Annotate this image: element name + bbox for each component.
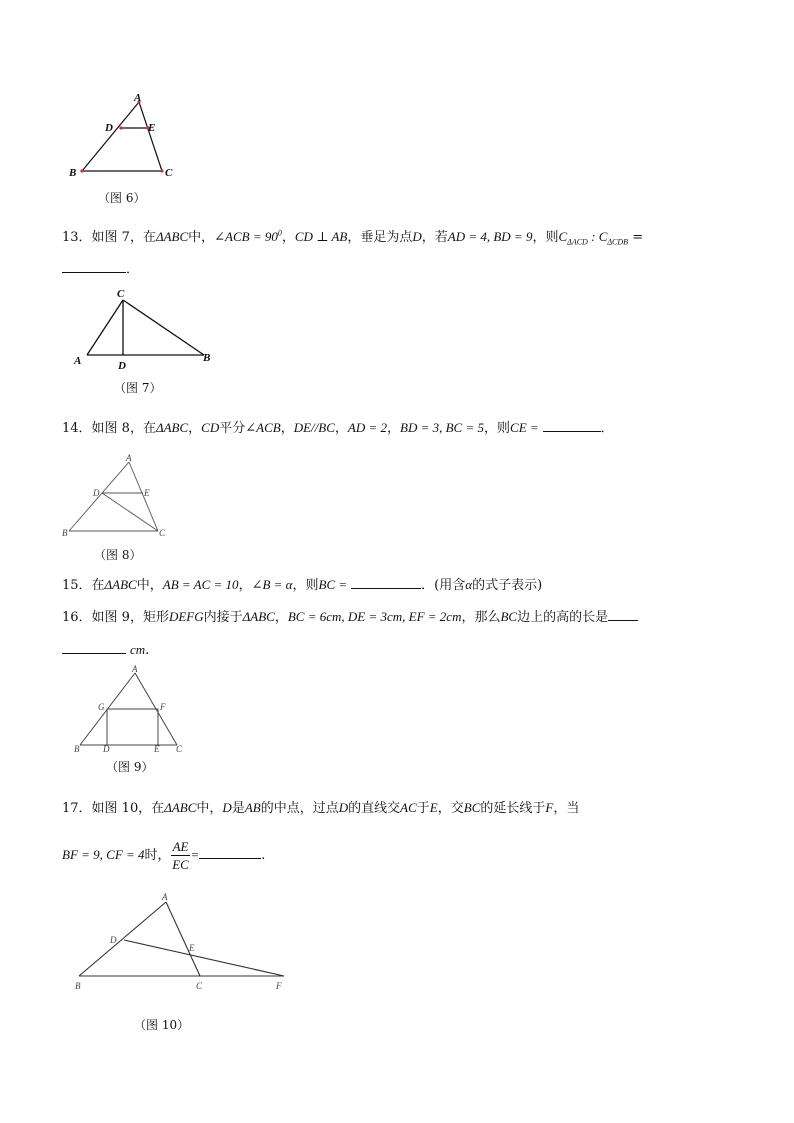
q16-comma: ， <box>274 610 288 625</box>
q16-answer-line <box>62 641 149 658</box>
q17-segment-ac: AC <box>400 800 417 815</box>
q16-bc: BC <box>500 609 518 624</box>
q13-perimeter-symbol: C <box>558 229 568 244</box>
q13-lead: 13．如图 7，在 <box>62 230 156 245</box>
q14-triangle: ΔABC <box>155 420 189 435</box>
q16-answer-blank-start[interactable] <box>608 608 638 621</box>
point-label-f: F <box>160 702 166 712</box>
q13-comma: ， <box>281 230 295 245</box>
q17-segment-ab: AB <box>244 800 261 815</box>
point-label-e: E <box>148 122 156 134</box>
q17-condition-line <box>62 838 265 873</box>
q14-ad: AD = 2 <box>347 420 387 435</box>
figure-8-caption: （图 8） <box>94 548 142 562</box>
q14-parallel: DE//BC <box>293 420 335 435</box>
q13-angle: ∠ACB = 90 <box>214 229 278 244</box>
figure-7-caption: （图 7） <box>114 381 162 395</box>
q13-degree: 0 <box>277 228 282 238</box>
question-17 <box>62 797 579 816</box>
q17-triangle: ΔABC <box>164 800 197 815</box>
q16-lead: 16．如图 9，矩形 <box>62 610 169 625</box>
figure-7 <box>60 282 230 382</box>
q17-text: 中， <box>196 801 223 816</box>
point-label-b: B <box>69 167 77 179</box>
point-label-c: C <box>176 744 183 754</box>
q14-ce: CE = <box>510 420 539 435</box>
q17-text: 于 <box>416 801 430 816</box>
point-label-a: A <box>132 664 138 674</box>
q13-answer-blank[interactable] <box>62 260 126 273</box>
q13-perimeter-symbol: C <box>598 229 608 244</box>
q17-point-d: D <box>222 800 232 815</box>
q17-text: 的中点，过点 <box>260 801 339 816</box>
q17-condition: BF = 9, CF = 4 <box>62 847 145 862</box>
q13-perpendicular: CD ⊥ AB <box>294 229 348 244</box>
q17-text: ，交 <box>437 801 464 816</box>
question-16 <box>62 606 638 625</box>
point-label-c: C <box>159 528 166 538</box>
q17-lead: 17．如图 10，在 <box>62 801 165 816</box>
point-label-a: A <box>162 892 168 902</box>
q17-text: 时， <box>144 848 171 863</box>
point-label-e: E <box>144 488 150 498</box>
figure-6-diagram <box>60 90 200 190</box>
q16-triangle: ΔABC <box>242 609 275 624</box>
q17-fraction <box>171 838 191 873</box>
q13-ratio-colon: : <box>587 229 599 244</box>
figure-7-diagram <box>60 282 230 382</box>
point-label-b: B <box>62 528 68 538</box>
q13-text: ，若 <box>421 230 448 245</box>
point-label-c: C <box>196 981 203 991</box>
q16-answer-blank[interactable] <box>62 641 126 654</box>
q15-angle: ∠B = α <box>251 577 293 592</box>
q15-text: 中， <box>136 578 163 593</box>
q14-text: ，则 <box>484 421 511 436</box>
point-label-a: A <box>74 355 82 367</box>
q14-angle: ∠ACB <box>245 420 281 435</box>
point-label-c: C <box>165 167 173 179</box>
point-label-a: A <box>134 92 142 104</box>
point-label-d: D <box>110 935 117 945</box>
q14-segment-cd: CD <box>201 420 220 435</box>
q13-answer-line <box>62 258 139 277</box>
q15-text: ，则 <box>292 578 319 593</box>
point-label-d: D <box>103 744 110 754</box>
q13-period: ． <box>126 262 140 277</box>
q13-subscript-acd: ΔACD <box>567 237 588 247</box>
q17-point-f: F <box>545 800 554 815</box>
q17-period: . <box>261 848 266 863</box>
q16-period: . <box>145 643 150 658</box>
q16-text: 边上的高的长是 <box>517 610 609 625</box>
q17-fraction-numerator: AE <box>172 839 189 854</box>
q14-condition: BD = 3, BC = 5 <box>400 420 485 435</box>
q15-answer-blank[interactable] <box>351 576 421 589</box>
q15-condition: AB = AC = 10 <box>162 577 239 592</box>
point-label-g: G <box>98 702 105 712</box>
point-label-a: A <box>126 453 132 463</box>
point-label-e: E <box>189 943 195 953</box>
figure-10-caption: （图 10） <box>134 1018 190 1032</box>
figure-10 <box>60 888 300 998</box>
q13-condition: AD = 4, BD = 9 <box>447 229 533 244</box>
q13-foot-point: D <box>412 229 422 244</box>
q14-comma: ， <box>334 421 348 436</box>
figure-9-diagram <box>60 664 200 754</box>
q17-text: 的直线交 <box>348 801 401 816</box>
point-label-c: C <box>117 288 125 300</box>
q13-equals: = <box>628 230 644 245</box>
point-label-b: B <box>75 981 81 991</box>
q15-lead: 15．在 <box>62 578 105 593</box>
q15-triangle: ΔABC <box>104 577 137 592</box>
q15-comma: ， <box>238 578 252 593</box>
q15-text: ．(用含 <box>421 578 466 593</box>
q14-comma: ， <box>188 421 202 436</box>
q14-period: ． <box>600 421 614 436</box>
q14-comma: ， <box>280 421 294 436</box>
figure-9-caption: （图 9） <box>106 760 154 774</box>
figure-6 <box>60 90 200 190</box>
q13-text: ，则 <box>532 230 559 245</box>
question-15 <box>62 574 542 593</box>
q16-text: 内接于 <box>203 610 243 625</box>
point-label-b: B <box>74 744 80 754</box>
point-label-d: D <box>105 122 113 134</box>
q14-lead: 14．如图 8，在 <box>62 421 156 436</box>
q14-answer-blank[interactable] <box>543 419 601 432</box>
q16-unit: cm <box>130 642 146 657</box>
q13-text: ，垂足为点 <box>347 230 413 245</box>
q14-text: 平分 <box>219 421 246 436</box>
q13-triangle: ΔABC <box>155 229 189 244</box>
question-13 <box>62 226 643 247</box>
point-label-b: B <box>203 352 211 364</box>
q17-point-e: E <box>429 800 438 815</box>
q17-answer-blank[interactable] <box>199 846 261 859</box>
q14-comma: ， <box>387 421 401 436</box>
question-14 <box>62 417 614 436</box>
q13-text: 中， <box>188 230 215 245</box>
q15-alpha: α <box>465 577 473 592</box>
q17-equals: = <box>190 847 200 862</box>
q17-segment-bc: BC <box>463 800 481 815</box>
point-label-d: D <box>118 360 126 372</box>
figure-10-diagram <box>60 888 300 998</box>
figure-8-diagram <box>60 452 180 542</box>
q16-text: ，那么 <box>461 610 501 625</box>
q13-subscript-cdb: ΔCDB <box>607 237 629 247</box>
q17-fraction-denominator: EC <box>172 857 189 872</box>
q16-rectangle: DEFG <box>168 609 204 624</box>
q17-text: 是 <box>231 801 245 816</box>
q16-condition: BC = 6cm, DE = 3cm, EF = 2cm <box>287 609 462 624</box>
point-label-d: D <box>93 488 100 498</box>
figure-6-caption: （图 6） <box>98 191 146 205</box>
q17-text: ，当 <box>553 801 580 816</box>
q17-text: 的延长线于 <box>480 801 546 816</box>
point-label-f: F <box>276 981 282 991</box>
q17-point-d: D <box>338 800 349 815</box>
figure-8 <box>60 452 180 542</box>
figure-9 <box>60 664 200 754</box>
q15-text: 的式子表示) <box>472 578 543 593</box>
q15-bc: BC = <box>318 577 348 592</box>
point-label-e: E <box>154 744 160 754</box>
